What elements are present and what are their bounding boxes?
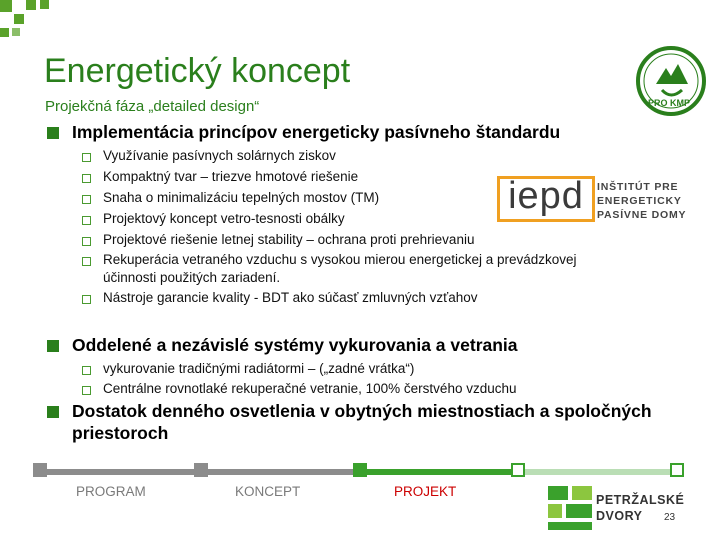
checkbox-bullet	[82, 195, 91, 204]
section3-heading-line2: priestoroch	[72, 423, 169, 443]
page-title: Energetický koncept	[44, 52, 351, 90]
iepd-name-line: INŠTITÚT PRE	[597, 181, 679, 193]
page-number: 23	[664, 512, 676, 523]
iepd-logo	[497, 176, 595, 222]
corner-square	[26, 0, 36, 10]
checkbox-bullet	[82, 257, 91, 266]
section-bullet	[47, 340, 59, 352]
list-item: Snaha o minimalizáciu tepelných mostov (TM)	[103, 190, 380, 205]
checkbox-bullet	[82, 153, 91, 162]
petrzalske-line2: DVORY	[596, 509, 643, 523]
progress-node-program	[33, 463, 47, 477]
list-item: Nástroje garancie kvality - BDT ako súčasť zmluvných vzťahov	[103, 290, 478, 305]
petrzalske-dvory-logo-icon	[548, 486, 592, 530]
list-item: vykurovanie tradičnými radiátormi – („zadné vrátka“)	[103, 361, 415, 376]
corner-square	[14, 14, 24, 24]
progress-node-projekt	[353, 463, 367, 477]
section3-heading-line1: Dostatok denného osvetlenia v obytných miestnostiach a spoločných	[72, 401, 652, 421]
checkbox-bullet	[82, 366, 91, 375]
progress-node-future	[670, 463, 684, 477]
progress-label-program: PROGRAM	[76, 484, 146, 499]
progress-label-koncept: KONCEPT	[235, 484, 301, 499]
corner-square	[0, 28, 9, 37]
checkbox-bullet	[82, 237, 91, 246]
list-item-continuation: účinnosti použitých zariadení.	[103, 270, 281, 285]
list-item: Kompaktný tvar – triezve hmotové riešenie	[103, 169, 359, 184]
petrzalske-line1: PETRŽALSKÉ	[596, 493, 685, 507]
list-item: Centrálne rovnotlaké rekuperačné vetranie, 100% čerstvého vzduchu	[103, 381, 517, 396]
petrzalske-dvory-logo	[548, 486, 592, 530]
list-item: Projektový koncept vetro-tesnosti obálky	[103, 211, 345, 226]
progress-label-projekt: PROJEKT	[394, 484, 457, 499]
section2-heading: Oddelené a nezávislé systémy vykurovania a vetrania	[72, 335, 518, 355]
progress-segment-current	[360, 469, 520, 475]
corner-square	[0, 0, 12, 12]
progress-node-koncept	[194, 463, 208, 477]
iepd-name-line: ENERGETICKY	[597, 195, 682, 207]
progress-node-future	[511, 463, 525, 477]
section1-heading: Implementácia princípov energeticky pasívneho štandardu	[72, 122, 561, 142]
page-subtitle: Projekčná fáza „detailed design“	[45, 98, 260, 115]
checkbox-bullet	[82, 386, 91, 395]
iepd-logo-mark: iepd	[508, 175, 584, 217]
list-item: Projektové riešenie letnej stability – ochrana proti prehrievaniu	[103, 232, 475, 247]
checkbox-bullet	[82, 295, 91, 304]
corner-square	[40, 0, 49, 9]
section-bullet	[47, 406, 59, 418]
checkbox-bullet	[82, 174, 91, 183]
iepd-logo-name	[597, 180, 686, 222]
progress-segment-done	[200, 469, 360, 475]
progress-segment-done	[40, 469, 200, 475]
checkbox-bullet	[82, 216, 91, 225]
pro-kmp-logo	[634, 44, 708, 118]
pro-kmp-logo-text: PRO KMP	[648, 98, 691, 108]
iepd-name-line: PASÍVNE DOMY	[597, 209, 687, 221]
list-item: Využívanie pasívnych solárnych ziskov	[103, 148, 336, 163]
progress-segment-todo	[520, 469, 677, 475]
corner-square	[12, 28, 20, 36]
section-bullet	[47, 127, 59, 139]
list-item: Rekuperácia vetraného vzduchu s vysokou mierou energetickej a prevádzkovej	[103, 252, 577, 267]
